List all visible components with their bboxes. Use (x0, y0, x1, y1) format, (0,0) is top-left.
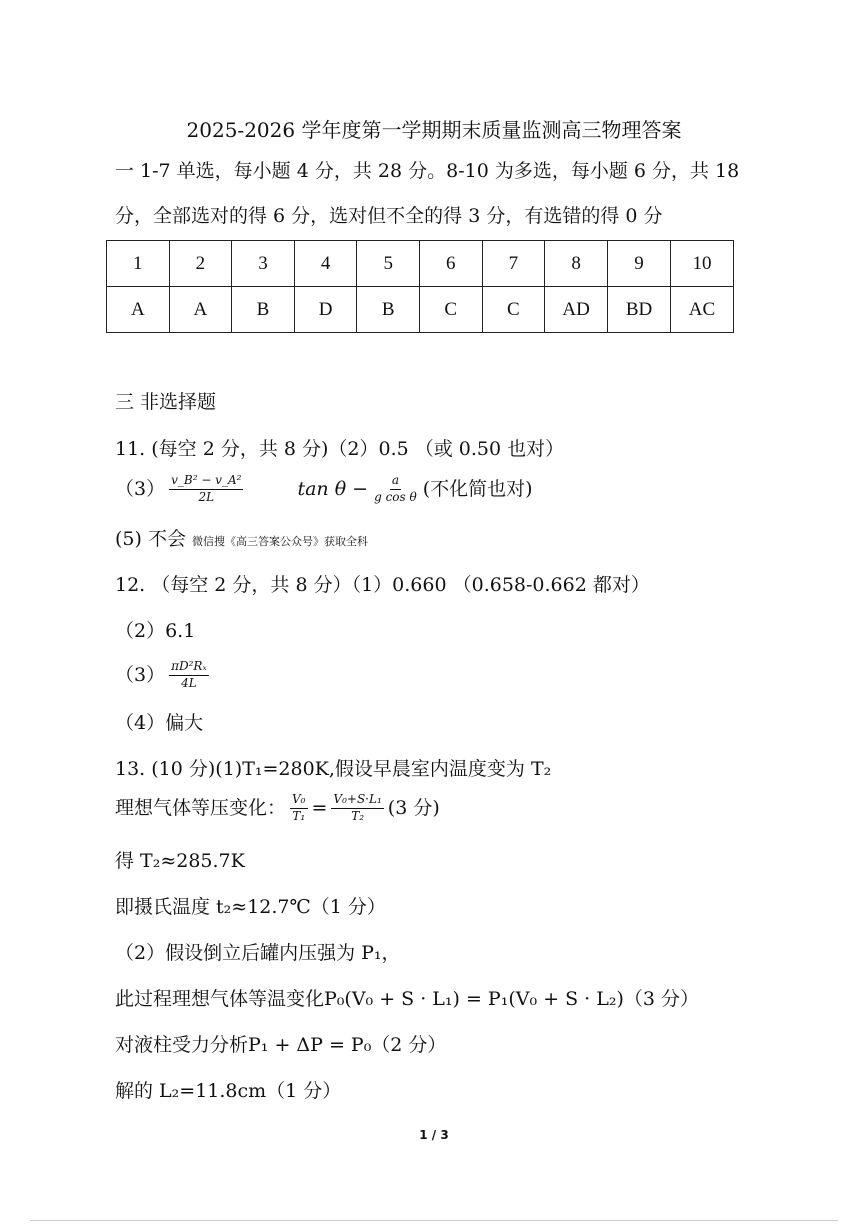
q13-fraction-1 (290, 793, 307, 824)
answer-table (106, 240, 734, 333)
q13-line-1: 13. (10 分)(1)T₁=280K,假设早晨室内温度变为 T₂ (115, 758, 552, 780)
equals-sign: = (311, 796, 328, 819)
fraction-denominator: T₂ (351, 808, 365, 823)
q13-line-3: 得 T₂≈285.7K (115, 850, 245, 872)
fraction-numerator: a (390, 474, 401, 490)
table-cell: A (169, 287, 232, 333)
q11-fraction-2 (372, 474, 419, 505)
q12-line-3 (115, 660, 213, 691)
table-cell: 2 (169, 241, 232, 287)
table-cell: 10 (670, 241, 733, 287)
q13-line-2-prefix: 理想气体等压变化： (115, 796, 287, 819)
q11-line-1: 11. (每空 2 分，共 8 分)（2）0.5 （或 0.50 也对） (115, 438, 565, 460)
table-cell: C (482, 287, 545, 333)
table-cell: 8 (545, 241, 608, 287)
q13-line-4: 即摄氏温度 t₂≈12.7℃（1 分） (115, 896, 386, 918)
q13-line-7: 对液柱受力分析P₁ + ΔP = P₀（2 分） (115, 1034, 447, 1056)
page-number: 1 / 3 (419, 1128, 449, 1142)
q12-part-3-label: （3） (115, 663, 166, 686)
q12-part-2: （2）6.1 (115, 620, 196, 642)
table-row-answers (107, 287, 734, 333)
fraction-denominator: 4L (181, 675, 197, 690)
table-cell: B (232, 287, 295, 333)
table-cell: 6 (419, 241, 482, 287)
table-cell: 4 (294, 241, 357, 287)
q13-fraction-2 (331, 793, 383, 824)
page-title: 2025-2026 学年度第一学期期末质量监测高三物理答案 (186, 118, 682, 142)
watermark-text: 微信搜《高三答案公众号》获取全科 (192, 535, 369, 548)
intro-line-2: 分，全部选对的得 6 分，选对但不全的得 3 分，有选错的得 0 分 (115, 205, 663, 227)
fraction-numerator: v_B² − v_A² (169, 474, 243, 490)
fraction-denominator: 2L (198, 489, 215, 504)
section-3-heading: 三 非选择题 (115, 391, 217, 413)
q13-line-8: 解的 L₂=11.8cm（1 分） (115, 1080, 342, 1102)
fraction-numerator: V₀+S·L₁ (331, 793, 383, 809)
fraction-numerator: πD²Rₓ (169, 660, 209, 676)
table-cell: AD (545, 287, 608, 333)
table-cell: D (294, 287, 357, 333)
table-cell: B (357, 287, 420, 333)
q12-fraction (169, 660, 209, 691)
q13-line-2-score: (3 分) (387, 796, 440, 819)
table-cell: 5 (357, 241, 420, 287)
fraction-numerator: V₀ (290, 793, 307, 809)
fraction-denominator: T₁ (292, 808, 306, 823)
q12-part-4: （4）偏大 (115, 712, 204, 734)
table-cell: A (107, 287, 170, 333)
q11-line-5 (115, 528, 368, 551)
q11-tan-expression: tan θ − (297, 477, 369, 500)
table-cell: C (419, 287, 482, 333)
table-cell: 9 (608, 241, 671, 287)
q11-part-3-label: （3） (115, 477, 166, 500)
q12-line-1: 12. （每空 2 分，共 8 分）（1）0.660 （0.658-0.662 都对） (115, 574, 650, 596)
table-cell: 3 (232, 241, 295, 287)
intro-line-1: 一 1-7 单选，每小题 4 分，共 28 分。8-10 为多选，每小题 6 分，共 18 (115, 160, 740, 182)
q11-fraction-1 (169, 474, 243, 505)
q13-line-2 (115, 793, 440, 824)
table-row-numbers (107, 241, 734, 287)
table-cell: 7 (482, 241, 545, 287)
table-cell: BD (608, 287, 671, 333)
q13-line-5: （2）假设倒立后罐内压强为 P₁， (115, 942, 401, 964)
q11-line-3 (115, 474, 533, 505)
q11-note: (不化简也对) (422, 477, 533, 500)
table-cell: AC (670, 287, 733, 333)
table-cell: 1 (107, 241, 170, 287)
bottom-divider (30, 1220, 838, 1221)
fraction-denominator: g cos θ (374, 489, 417, 504)
q11-part-5: (5) 不会 (115, 528, 186, 550)
q13-line-6: 此过程理想气体等温变化P₀(V₀ + S · L₁) = P₁(V₀ + S · L₂)（3 分） (115, 988, 699, 1010)
